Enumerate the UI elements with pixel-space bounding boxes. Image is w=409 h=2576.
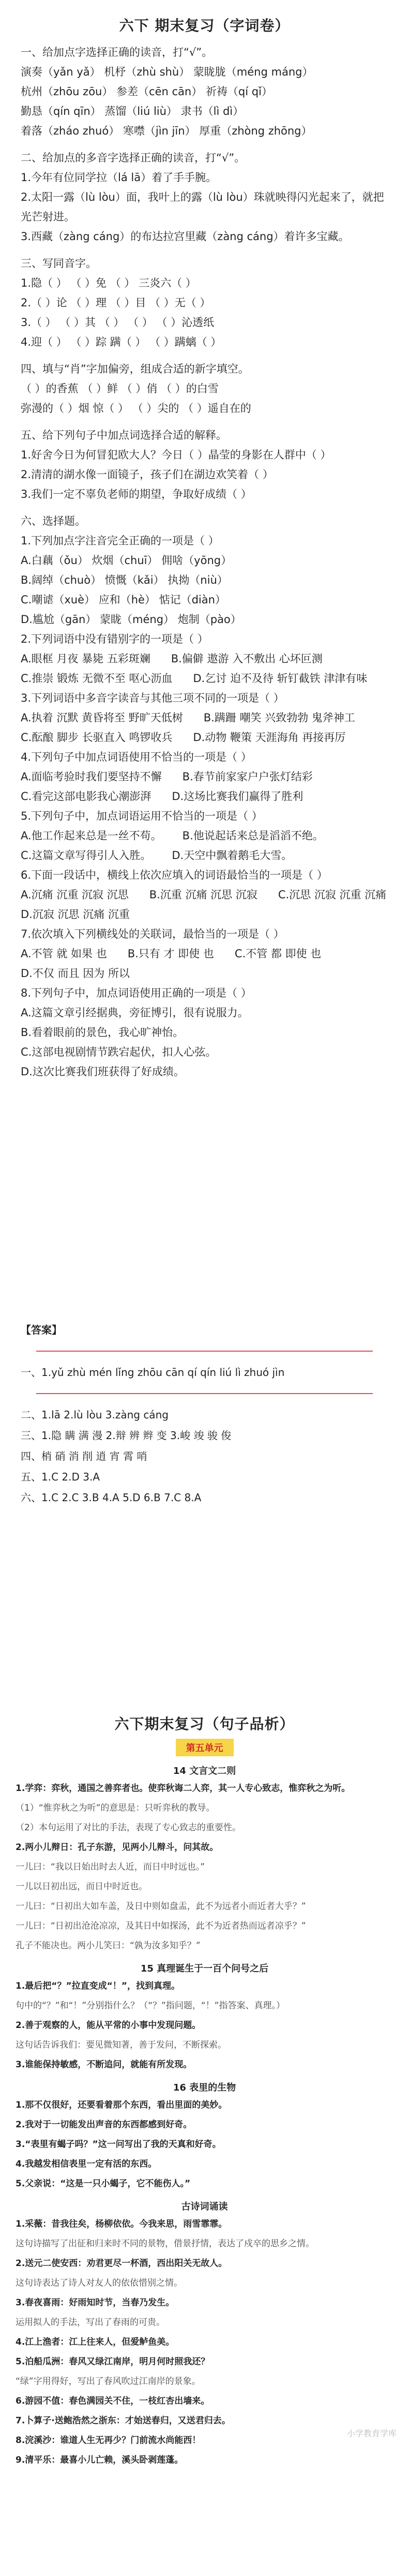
section-row: 1.隐（ ） （ ）免 （ ） 三炎六（ ） — [21, 277, 196, 289]
sentence-item: 1.学弈：弈秋，通国之善弈者也。使弈秋诲二人弈，其一人专心致志，惟弈秋之为听。 — [16, 1783, 351, 1794]
section-heading: 五、给下列句子中加点词选择合适的解释。 — [21, 429, 227, 441]
lesson-items — [0, 1780, 409, 1954]
section-row: 杭州（zhōu zōu） 参差（cēn cān） 祈祷（qí qǐ） — [21, 85, 272, 98]
option: B.阔绰（chuò） 愤慨（kǎi） 执拗（niù） — [21, 574, 228, 586]
sentence-item: 一儿曰：“日初出沧沧凉凉，及其日中如探汤，此不为近者热而远者凉乎？” — [16, 1921, 306, 1931]
option: C.推崇 锻炼 无微不至 呕心沥血 — [21, 672, 173, 685]
section-heading: 四、填与“肖”字加偏旁，组成合适的新字填空。 — [21, 363, 249, 375]
answer-section — [21, 1320, 388, 1508]
sentence-item: 这句话告诉我们：要见微知著，善于发问，不断探索。 — [16, 2040, 226, 2050]
option: B.偏僻 遨游 入不敷出 心坏叵测 — [171, 653, 323, 665]
sentence-item: 7.卜算子·送鲍浩然之浙东：才始送春归，又送君归去。 — [16, 2416, 231, 2426]
section-row: （ ）的香蕉 （ ）鲜 （ ）俏 （ ）的白雪 — [21, 382, 219, 395]
sentence-item: 1.那不仅很好，还要看着那个东西，看出里面的美妙。 — [16, 2100, 228, 2110]
sentence-item: 3.春夜喜雨：好雨知时节，当春乃发生。 — [16, 2298, 175, 2308]
section-heading: 三、写同音字。 — [21, 257, 97, 270]
question: 4.下列句子中加点词语使用不恰当的一项是（ ） — [21, 751, 252, 763]
sentence-item: 6.游园不值：春色满园关不住，一枝红杏出墙来。 — [16, 2396, 210, 2406]
answer-row: 六、1.C 2.C 3.B 4.A 5.D 6.B 7.C 8.A — [21, 1491, 202, 1504]
option-group — [21, 826, 388, 865]
option-group — [21, 551, 388, 629]
sentence-item: 一儿以日初出远，而日中时近也。 — [16, 1882, 147, 1892]
section-3 — [21, 254, 388, 352]
sentence-item: 2.送元二使安西：劝君更尽一杯酒，西出阳关无故人。 — [16, 2258, 228, 2269]
lesson-heading: 古诗词诵读 — [181, 2201, 228, 2212]
section-row: 勤恳（qín qīn） 蒸馏（liú liù） 隶书（lì dì） — [21, 105, 244, 117]
unit-badge: 第五单元 — [0, 1739, 409, 1756]
option: A.执着 沉默 黄昏将至 野旷天低树 — [21, 712, 183, 724]
watermark: 小学教育学库 — [346, 2429, 397, 2438]
question: 6.下面一段话中，横线上依次应填入的词语最恰当的一项是（ ） — [21, 869, 328, 881]
option: D.这场比赛我们赢得了胜利 — [172, 790, 304, 803]
sentence-item: 4.我越发相信表里一定有活的东西。 — [16, 2159, 157, 2169]
lesson-heading: 15 真理诞生于一百个问号之后 — [140, 1963, 269, 1974]
answer-row: 四、梢 硝 消 削 逍 宵 霄 哨 — [21, 1450, 147, 1462]
question: 8.下列句子中，加点词语使用正确的一项是（ ） — [21, 987, 252, 999]
sentence-item: 2.两小儿辩日：孔子东游，见两小儿辩斗，问其故。 — [16, 1842, 219, 1853]
option: C.这部电视剧情节跌宕起伏，扣人心弦。 — [21, 1046, 217, 1058]
section-row: 演奏（yǎn yǎ） 机杼（zhù shù） 蒙眬胧（méng máng） — [21, 66, 313, 78]
sentence-item: 句中的“？”和“！”分别指什么？（“？”指问题，“！”指答案、真理。） — [16, 2001, 285, 2011]
option-group — [21, 944, 388, 983]
question: 7.依次填入下列横线处的关联词，最恰当的一项是（ ） — [21, 928, 284, 940]
section-heading: 六、选择题。 — [21, 515, 86, 527]
option: B.他说起话来总是滔滔不绝。 — [182, 830, 324, 842]
option: D.动物 鞭策 天涯海角 再接再厉 — [193, 731, 346, 744]
sentence-item: 2.善于观察的人，能从平常的小事中发现问题。 — [16, 2020, 201, 2031]
section-heading: 一、给加点字选择正确的读音，打“√”。 — [21, 46, 213, 58]
section-2 — [21, 148, 388, 246]
section-heading: 二、给加点的多音字选择正确的读音，打“√”。 — [21, 152, 246, 164]
section-row: 3.我们一定不辜负老师的期望，争取好成绩（ ） — [21, 488, 252, 500]
option: B.蹒跚 嘲笑 兴致勃勃 鬼斧神工 — [203, 712, 355, 724]
section-4 — [21, 359, 388, 418]
section-row: 2.太阳一露（lù lòu）面，我叶上的露（lù lòu）珠就映得闪光起来了，就把光芒射进。 — [21, 191, 384, 223]
option: B.春节前家家户户张灯结彩 — [182, 771, 313, 783]
lesson-items — [0, 1978, 409, 2073]
lesson-items — [0, 2097, 409, 2192]
section-row: 3.西藏（zàng cáng）的布达拉宫里藏（zàng cáng）着许多宝藏。 — [21, 230, 350, 243]
option: C.酝酿 脚步 长驱直入 鸣锣收兵 — [21, 731, 173, 744]
option: B.看着眼前的景色，我心旷神怡。 — [21, 1026, 184, 1039]
section-5 — [21, 425, 388, 504]
sentence-item: 2.我对于一切能发出声音的东西都感到好奇。 — [16, 2120, 192, 2130]
option: D.这次比赛我们班获得了好成绩。 — [21, 1065, 185, 1078]
question: 3.下列词语中多音字读音与其他三项不同的一项是（ ） — [21, 692, 284, 704]
section-1 — [21, 42, 388, 141]
option: A.他工作起来总是一丝不苟。 — [21, 830, 162, 842]
sentence-item: 运用拟人的手法，写出了春雨的可贵。 — [16, 2317, 165, 2328]
writing-area — [21, 1092, 388, 1309]
answer-row: 五、1.C 2.D 3.A — [21, 1471, 100, 1483]
sentence-item: 孔子不能决也。两小儿笑曰：“孰为汝多知乎？” — [16, 1941, 201, 1951]
option: B.只有 才 即使 也 — [127, 948, 214, 960]
question: 5.下列句子中，加点词语运用不恰当的一项是（ ） — [21, 810, 263, 822]
divider — [36, 1393, 373, 1394]
sentence-item: 1.最后把“？”拉直变成“！”，找到真理。 — [16, 1981, 180, 1991]
lesson-heading: 16 表里的生物 — [173, 2082, 236, 2093]
sentence-item: 9.清平乐：最喜小儿亡赖，溪头卧剥莲蓬。 — [16, 2455, 184, 2465]
sentence-item: 8.浣溪沙：谁道人生无再少？门前流水尚能西！ — [16, 2435, 201, 2446]
option-group — [21, 649, 388, 688]
option: D.沉寂 沉思 沉痛 沉重 — [21, 908, 130, 921]
answer-label: 【答案】 — [21, 1324, 62, 1336]
option-group — [21, 708, 388, 747]
option: A.沉痛 沉重 沉寂 沉思 — [21, 889, 129, 901]
worksheet-page-sentences — [0, 1708, 409, 2576]
option: C.嘲谑（xuè） 应和（hè） 惦记（diàn） — [21, 594, 226, 606]
page-title: 六下 期末复习（字词卷） — [119, 17, 290, 34]
section-row: 2.（ ）论 （ ）理 （ ）目 （ ）无（ ） — [21, 297, 211, 309]
option: B.沉重 沉痛 沉思 沉寂 — [149, 889, 257, 901]
option: D.尴尬（gān） 蒙眬（méng） 炮制（pào） — [21, 613, 241, 626]
answer-row: 二、1.lā 2.lù lòu 3.zàng cáng — [21, 1409, 169, 1421]
answer-row: 一、1.yǔ zhù mén lǐng zhōu cān qí qín liú lì zhuó jìn — [21, 1366, 285, 1379]
sentence-item: 3.“表里有蝎子吗？”这一问写出了我的天真和好奇。 — [16, 2139, 221, 2150]
option: D.乞讨 迫不及待 斩钉截铁 津津有味 — [193, 672, 368, 685]
sentence-item: 一儿曰：“日初出大如车盖，及日中则如盘盂，此不为远者小而近者大乎？” — [16, 1901, 306, 1912]
section-6 — [21, 511, 388, 1082]
answer-row: 三、1.隐 瞒 满 漫 2.辩 辨 辫 变 3.峻 竣 骏 俊 — [21, 1429, 232, 1442]
question: 1.下列加点字注音完全正确的一项是（ ） — [21, 535, 219, 547]
option: C.不管 都 即使 也 — [234, 948, 322, 960]
section-row: 2.清清的湖水像一面镜子，孩子们在湖边欢笑着（ ） — [21, 468, 274, 481]
option: C.这篇文章写得引人入胜。 — [21, 849, 152, 862]
section-row: 着落（zháo zhuó） 寒噤（jìn jīn） 厚重（zhòng zhōng） — [21, 125, 312, 137]
option: A.眼框 月夜 暴毙 五彩斑斓 — [21, 653, 150, 665]
option-group — [21, 885, 388, 924]
option: A.不管 就 如果 也 — [21, 948, 107, 960]
option: A.面临考验时我们要坚持不懈 — [21, 771, 162, 783]
sentence-item: 5.泊船瓜洲：春风又绿江南岸，明月何时照我还？ — [16, 2357, 210, 2367]
sentence-item: （2）本句运用了对比的手法，表现了专心致志的重要性。 — [16, 1823, 241, 1833]
sentence-item: 这句诗表达了诗人对友人的依依惜别之情。 — [16, 2278, 183, 2288]
option-group — [21, 1003, 388, 1082]
section-row: 1.今年有位同学拉（lá lā）着了手手腕。 — [21, 171, 217, 184]
sentence-item: 3.谁能保持敏感，不断追问，就能有所发现。 — [16, 2060, 192, 2070]
section-row: 1.好舍今日为何冒犯欧大人？今日（ ）晶莹的身影在人群中（ ） — [21, 449, 331, 461]
sentence-item: 1.采薇：昔我往矣，杨柳依依。今我来思，雨雪霏霏。 — [16, 2219, 228, 2229]
section-row: 3.（ ） （ ）其 （ ） （ ） （ ）沁透纸 — [21, 316, 215, 329]
sentence-item: （1）“惟弈秋之为听”的意思是：只听弈秋的教导。 — [16, 1803, 215, 1813]
question: 2.下列词语中没有错别字的一项是（ ） — [21, 633, 208, 645]
option: D.天空中飘着鹅毛大雪。 — [172, 849, 293, 862]
sentence-item: 这句诗描写了出征和归来时不同的景物，借景抒情，表达了戍卒的思乡之情。 — [16, 2239, 314, 2249]
section-row: 弥漫的（ ）烟 惊（ ） （ ）尖的 （ ）遥自在的 — [21, 402, 251, 414]
sentence-item: 5.父亲说：“这是一只小蝎子，它不能伤人。” — [16, 2179, 191, 2189]
page-title: 六下期末复习（句子品析） — [114, 1715, 295, 1733]
option: A.这篇文章引经据典，旁征博引，很有说服力。 — [21, 1006, 249, 1019]
option: C.看完这部电影我心潮澎湃 — [21, 790, 152, 803]
lesson-heading: 14 文言文二则 — [173, 1766, 236, 1776]
option: A.白藕（ǒu） 炊烟（chuī） 佣啥（yōng） — [21, 554, 232, 567]
sentence-item: 一儿曰：“我以日始出时去人近，而日中时远也。” — [16, 1862, 205, 1872]
option: C.沉思 沉寂 沉重 沉痛 — [278, 889, 387, 901]
option-group — [21, 767, 388, 806]
option: D.不仅 而且 因为 所以 — [21, 967, 130, 980]
section-row: 4.迎（ ） （ ）踪 蹒（ ） （ ）蹒螭（ ） — [21, 336, 222, 348]
question-list — [21, 531, 388, 1082]
sentence-item: 4.江上渔者：江上往来人，但爱鲈鱼美。 — [16, 2337, 175, 2347]
divider — [36, 1351, 373, 1352]
sentence-item: “绿”字用得好，写出了春风吹过江南岸的景象。 — [16, 2376, 201, 2387]
